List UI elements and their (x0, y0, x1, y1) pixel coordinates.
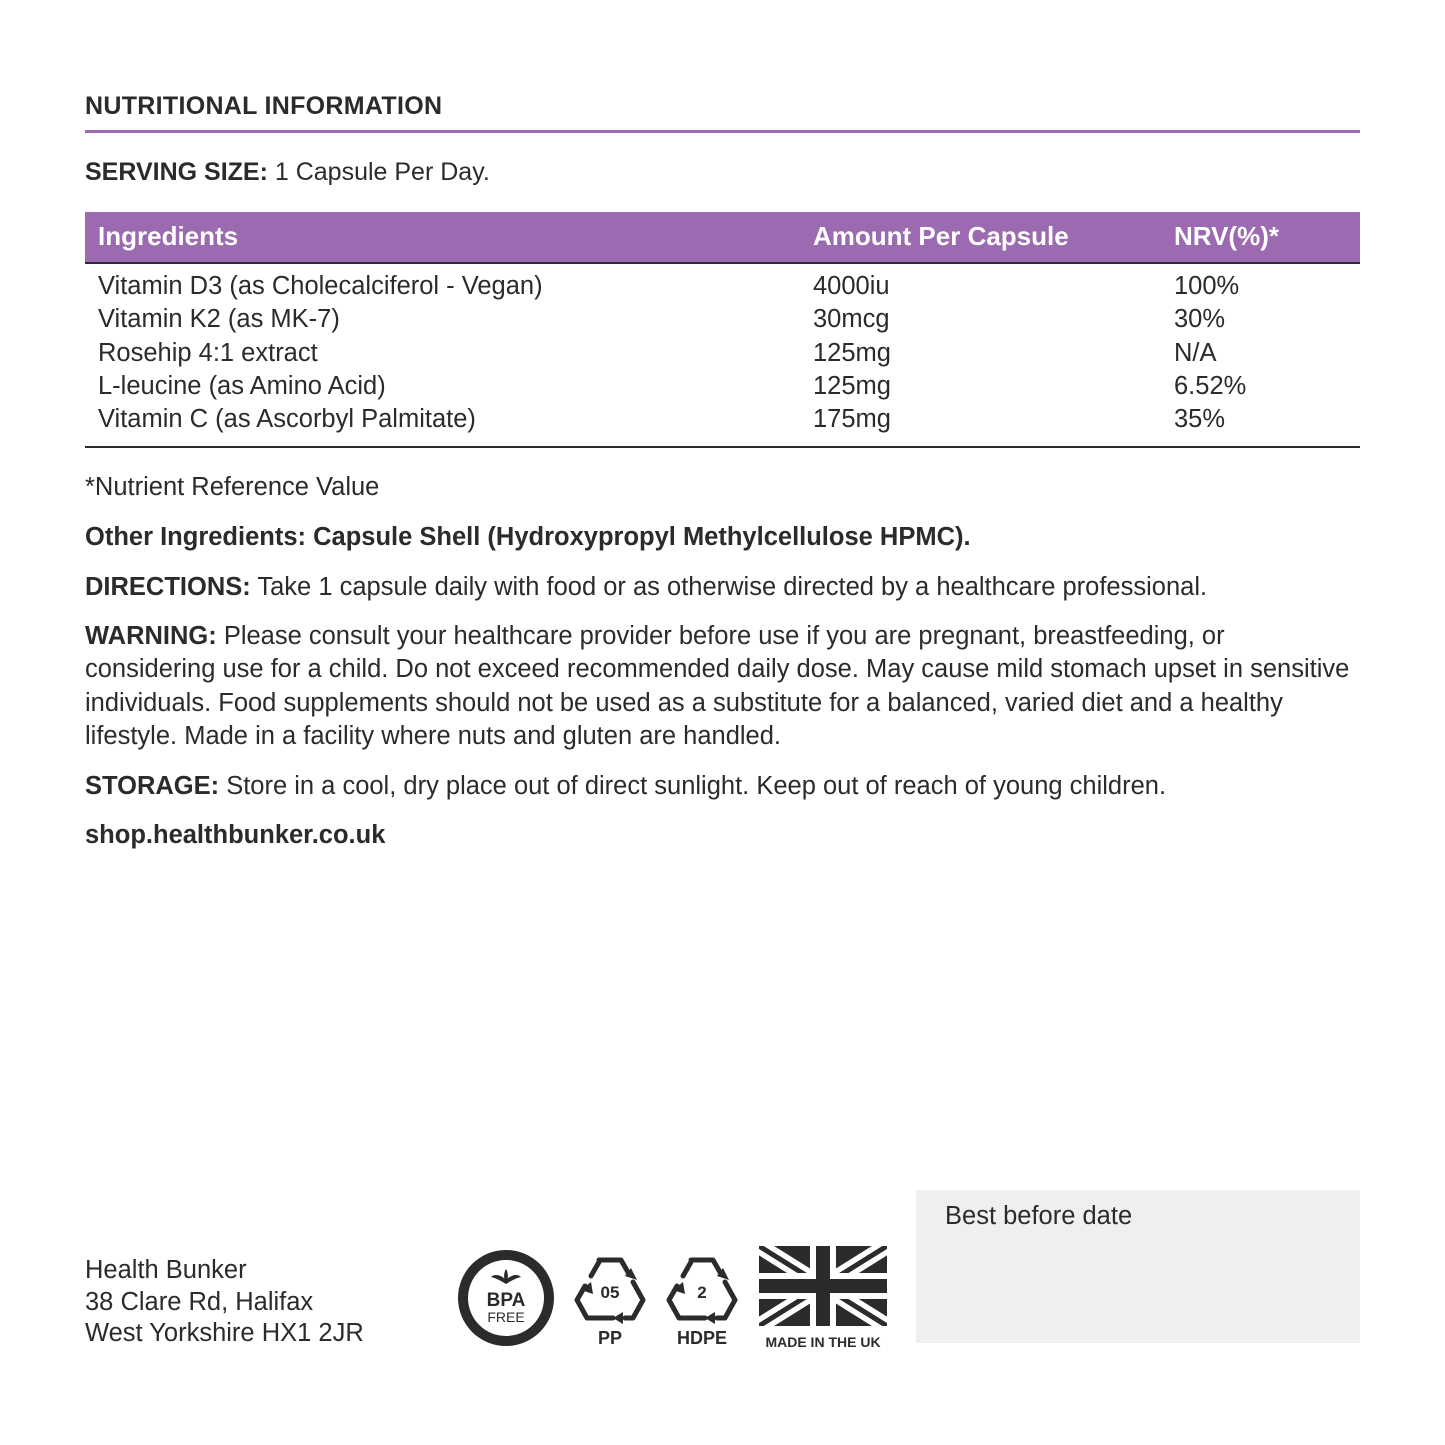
column-header-amount: Amount Per Capsule (813, 221, 1069, 251)
warning (85, 620, 1360, 753)
pp-number: 05 (600, 1283, 620, 1302)
uk-flag-icon (757, 1244, 889, 1354)
serving-size-label: SERVING SIZE: (85, 158, 268, 186)
table-row (85, 305, 1360, 338)
title-divider (85, 130, 1360, 133)
ingredient-nrv: N/A (1174, 338, 1217, 367)
ingredient-amount: 175mg (813, 405, 891, 434)
website-link[interactable]: shop.healthbunker.co.uk (85, 821, 386, 849)
column-header-nrv: NRV(%)* (1174, 221, 1279, 251)
ingredient-name: Vitamin K2 (as MK-7) (98, 305, 340, 334)
address-line-2: 38 Clare Rd, Halifax (85, 1287, 314, 1316)
page-title: NUTRITIONAL INFORMATION (85, 92, 443, 120)
serving-size-value: 1 Capsule Per Day. (267, 158, 490, 186)
ingredient-name: Vitamin D3 (as Cholecalciferol - Vegan) (98, 272, 543, 300)
storage-label: STORAGE: (85, 772, 220, 800)
table-row (85, 372, 1360, 405)
recycle-pp-icon (569, 1250, 651, 1350)
serving-size (85, 158, 490, 187)
ingredients-table-body (85, 272, 1360, 438)
table-bottom-rule (85, 446, 1360, 448)
hdpe-label: HDPE (676, 1328, 728, 1348)
label-page (85, 0, 1360, 1445)
table-row (85, 272, 1360, 305)
warning-label: WARNING: (85, 622, 217, 650)
address-line-3: West Yorkshire HX1 2JR (85, 1319, 364, 1347)
directions-text: Take 1 capsule daily with food or as otherwise directed by a healthcare professional. (250, 573, 1208, 601)
bpa-label: BPA (486, 1290, 526, 1311)
ingredient-nrv: 6.52% (1174, 371, 1247, 400)
table-row (85, 405, 1360, 438)
pp-label: PP (597, 1328, 623, 1348)
storage-text: Store in a cool, dry place out of direct sunlight. Keep out of reach of young children. (219, 772, 1167, 800)
ingredient-nrv: 30% (1174, 305, 1226, 334)
ingredient-amount: 4000iu (813, 272, 890, 300)
hdpe-number: 2 (697, 1283, 707, 1302)
ingredient-name: Rosehip 4:1 extract (98, 338, 318, 367)
table-header-rule (85, 262, 1360, 264)
best-before-box (916, 1190, 1360, 1343)
storage (85, 770, 1360, 803)
ingredient-amount: 125mg (813, 371, 891, 400)
recycle-hdpe-icon (661, 1250, 743, 1350)
free-label: FREE (487, 1309, 525, 1325)
ingredient-amount: 30mcg (813, 305, 890, 334)
ingredient-nrv: 35% (1174, 405, 1226, 434)
directions-label: DIRECTIONS: (85, 573, 251, 601)
ingredient-name: L-leucine (as Amino Acid) (98, 371, 386, 400)
made-in-uk-label: MADE IN THE UK (765, 1334, 881, 1350)
certification-badges (455, 1240, 895, 1360)
table-header (85, 212, 1360, 262)
table-row (85, 339, 1360, 372)
other-ingredients: Other Ingredients: Capsule Shell (Hydroxypropyl Methylcellulose HPMC). (85, 523, 971, 551)
nrv-footnote: *Nutrient Reference Value (85, 473, 380, 501)
bpa-free-icon (458, 1250, 554, 1346)
ingredient-name: Vitamin C (as Ascorbyl Palmitate) (98, 405, 476, 434)
best-before-label: Best before date (945, 1202, 1133, 1230)
directions (85, 571, 1360, 604)
warning-text: Please consult your healthcare provider before use if you are pregnant, breastfeeding, or considering use for a child. Do not exceed recommended daily dose. May cause mild stomach upset in sensitive individuals. Food supplements should not be used as a substitute for a balanced, varied diet and a healthy lifestyle. Made in a facility where nuts and gluten are handled. (85, 622, 1350, 750)
column-header-ingredients: Ingredients (98, 221, 239, 251)
ingredient-nrv: 100% (1174, 272, 1240, 300)
address-line-1: Health Bunker (85, 1256, 247, 1284)
ingredient-amount: 125mg (813, 338, 891, 367)
company-address (85, 1255, 364, 1350)
